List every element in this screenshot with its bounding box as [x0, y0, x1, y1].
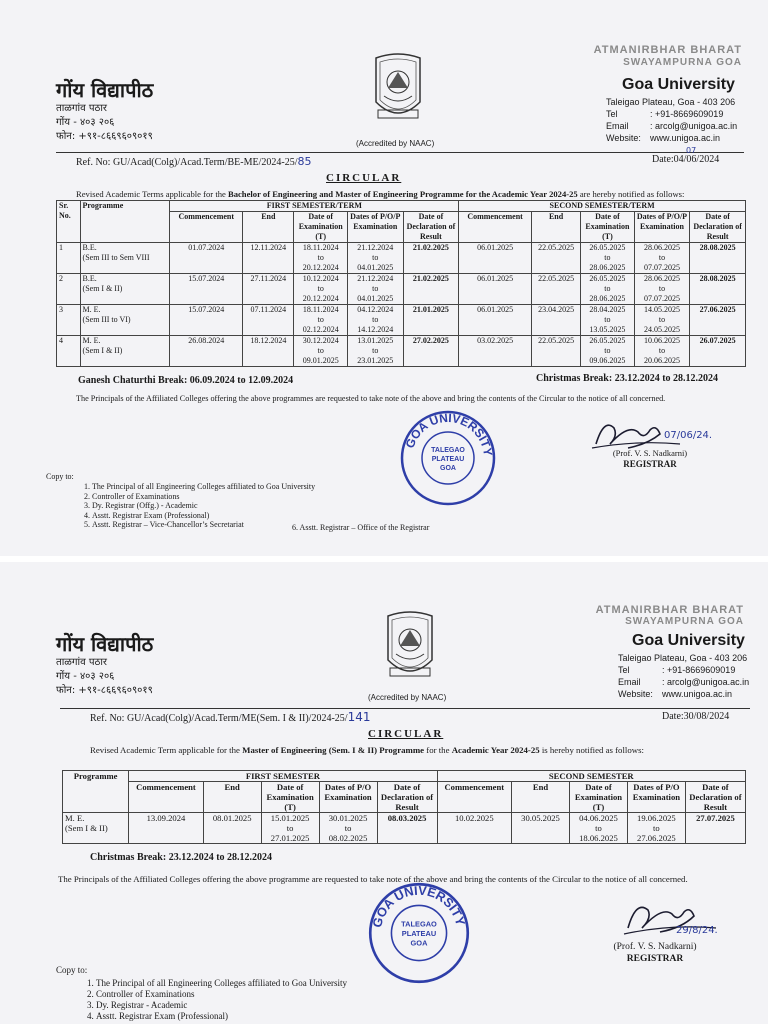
- cell-declaration: 27.02.2025: [403, 336, 459, 367]
- email-value: : arcolg@unigoa.ac.in: [662, 677, 750, 687]
- circular-date: Date:30/08/2024: [662, 711, 730, 722]
- header-commencement-2: Commencement: [437, 782, 512, 813]
- cell-exam-2: 26.05.2025 to 28.06.2025: [581, 243, 634, 274]
- hindi-address-line2: गोंय - ४०३ २०६: [56, 671, 115, 682]
- tagline-atmanirbhar: ATMANIRBHAR BHARAT: [593, 44, 742, 56]
- cell-declaration: 21.02.2025: [403, 274, 459, 305]
- cell-exam-2: 26.05.2025 to 28.06.2025: [581, 274, 634, 305]
- website-label: Website:: [606, 133, 641, 143]
- table-row: [57, 305, 746, 336]
- cell-end: 18.12.2024: [243, 336, 294, 367]
- cell-exam: 15.01.2025 to 27.01.2025: [261, 813, 319, 844]
- hindi-phone: फोन: +९१-८६६९६०९०१९: [56, 685, 153, 696]
- cell-commencement-2: 03.02.2025: [459, 336, 532, 367]
- cell-sr-no: 4: [57, 336, 81, 367]
- copy-item-6: 6. Asstt. Registrar – Office of the Registrar: [292, 523, 430, 532]
- university-emblem-icon: [382, 610, 438, 686]
- header-commencement-2: Commencement: [459, 212, 532, 243]
- header-first-semester: FIRST SEMESTER: [129, 771, 437, 782]
- tagline-atmanirbhar: ATMANIRBHAR BHARAT: [595, 604, 744, 616]
- cell-end: 27.11.2024: [243, 274, 294, 305]
- circular-note: The Principals of the Affiliated Colleges offering the above programme are requested to take note of the above and bring the contents of the Circular to the notice of all concerned.: [58, 874, 688, 884]
- cell-declaration-2: 28.08.2025: [690, 274, 746, 305]
- cell-programme: M. E. (Sem I & II): [63, 813, 129, 844]
- cell-pop-2: 10.06.2025 to 20.06.2025: [634, 336, 690, 367]
- circular-intro: Revised Academic Term applicable for the Master of Engineering (Sem. I & II) Programme for the Academic Year 2024-25 is hereby notified as follows:: [90, 745, 644, 755]
- cell-exam-2: 26.05.2025 to 09.06.2025: [581, 336, 634, 367]
- copy-to-item: 4. Asstt. Registrar Exam (Professional): [96, 1011, 570, 1022]
- tel-label: Tel: [606, 109, 618, 119]
- registrar-title: REGISTRAR: [623, 459, 677, 469]
- copy-to-list: [70, 978, 570, 1022]
- tel-value: : +91-8669609019: [650, 109, 724, 119]
- cell-declaration: 21.02.2025: [403, 243, 459, 274]
- cell-commencement: 15.07.2024: [170, 274, 243, 305]
- stamp-ring-text: GOA UNIVERSITY: [402, 410, 496, 457]
- university-name: Goa University: [632, 632, 745, 649]
- contact-block: [606, 96, 737, 144]
- header-end-2: End: [531, 212, 580, 243]
- hindi-university-name: गोंय विद्यापीठ: [56, 78, 154, 102]
- cell-commencement-2: 06.01.2025: [459, 243, 532, 274]
- cell-po: 30.01.2025 to 08.02.2025: [319, 813, 377, 844]
- header-sr-no: Sr. No.: [57, 201, 81, 243]
- header-pop: Dates of P/O/P Examination: [347, 212, 403, 243]
- stamp-center-line1: TALEGAO: [431, 447, 465, 454]
- tagline-swayampurna: SWAYAMPURNA GOA: [625, 616, 744, 627]
- address-line: Taleigao Plateau, Goa - 403 206: [606, 97, 736, 107]
- header-po-2: Dates of P/O Examination: [627, 782, 685, 813]
- header-exam: Date of Examination (T): [261, 782, 319, 813]
- header-exam-2: Date of Examination (T): [569, 782, 627, 813]
- registrar-title: REGISTRAR: [626, 954, 684, 964]
- website-line: [606, 132, 737, 144]
- university-name: Goa University: [622, 76, 735, 93]
- website-value: www.unigoa.ac.in: [662, 689, 733, 699]
- cell-exam: 10.12.2024 to 20.12.2024: [294, 274, 347, 305]
- tel-line: [618, 664, 749, 676]
- cell-pop: 21.12.2024 to 04.01.2025: [347, 274, 403, 305]
- tel-line: [606, 108, 737, 120]
- cell-commencement: 26.08.2024: [170, 336, 243, 367]
- header-declaration: Date of Declaration of Result: [403, 212, 459, 243]
- header-second-semester: SECOND SEMESTER: [437, 771, 745, 782]
- cell-end-2: 23.04.2025: [531, 305, 580, 336]
- circular-heading: CIRCULAR: [368, 728, 444, 740]
- handwritten-date-correction: 07: [686, 146, 697, 155]
- cell-declaration-2: 27.06.2025: [690, 305, 746, 336]
- header-second-semester: SECOND SEMESTER/TERM: [459, 201, 746, 212]
- hindi-address-line1: ताळगांव पठार: [56, 103, 108, 114]
- header-programme: Programme: [63, 771, 129, 813]
- copy-to-item: 4. Asstt. Registrar Exam (Professional): [92, 511, 566, 521]
- copy-to-item: 2. Controller of Examinations: [92, 492, 566, 502]
- cell-pop: 21.12.2024 to 04.01.2025: [347, 243, 403, 274]
- email-label: Email: [606, 121, 629, 131]
- stamp-center-line1: TALEGAO: [401, 919, 437, 929]
- table-row: [57, 274, 746, 305]
- header-pop-2: Dates of P/O/P Examination: [634, 212, 690, 243]
- table-row: [57, 336, 746, 367]
- cell-commencement: 13.09.2024: [129, 813, 204, 844]
- stamp-icon: [366, 880, 472, 986]
- header-end: End: [243, 212, 294, 243]
- christmas-break: Christmas Break: 23.12.2024 to 28.12.2024: [90, 852, 273, 863]
- cell-commencement: 01.07.2024: [170, 243, 243, 274]
- header-declaration-2: Date of Declaration of Result: [685, 782, 745, 813]
- signature-date: 29/8/24.: [676, 925, 718, 936]
- accreditation-note: (Accredited by NAAC): [356, 139, 435, 148]
- header-po: Dates of P/O Examination: [319, 782, 377, 813]
- circular-intro: Revised Academic Terms applicable for the Bachelor of Engineering and Master of Engineering Programme for the Academic Year 2024-25 are hereby notified as follows:: [76, 189, 685, 199]
- cell-pop: 04.12.2024 to 14.12.2024: [347, 305, 403, 336]
- website-label: Website:: [618, 689, 653, 699]
- cell-programme: M. E. (Sem III to VI): [80, 305, 170, 336]
- circular-date: Date:04/06/2024: [652, 154, 720, 165]
- cell-sr-no: 1: [57, 243, 81, 274]
- cell-end-2: 30.05.2025: [512, 813, 570, 844]
- handwritten-ref-number: 141: [347, 710, 371, 724]
- header-end: End: [203, 782, 261, 813]
- handwritten-ref-number: 85: [297, 155, 312, 168]
- circular-page-2: [0, 562, 768, 1024]
- cell-end: 12.11.2024: [243, 243, 294, 274]
- tel-label: Tel: [618, 665, 630, 675]
- header-programme: Programme: [80, 201, 170, 243]
- copy-to-item: 1. The Principal of all Engineering Colleges affiliated to Goa University: [96, 978, 570, 989]
- copy-to-item: 3. Dy. Registrar - Academic: [96, 1000, 570, 1011]
- cell-pop-2: 28.06.2025 to 07.07.2025: [634, 274, 690, 305]
- ganesh-chaturthi-break: Ganesh Chaturthi Break: 06.09.2024 to 12.09.2024: [78, 375, 294, 386]
- stamp-center-line3: GOA: [410, 938, 428, 948]
- cell-end-2: 22.05.2025: [531, 274, 580, 305]
- cell-sr-no: 3: [57, 305, 81, 336]
- cell-exam-2: 28.04.2025 to 13.05.2025: [581, 305, 634, 336]
- contact-block: [618, 652, 749, 700]
- header-commencement: Commencement: [170, 212, 243, 243]
- cell-programme: B.E. (Sem III to Sem VIII: [80, 243, 170, 274]
- website-value: www.unigoa.ac.in: [650, 133, 721, 143]
- cell-pop: 13.01.2025 to 23.01.2025: [347, 336, 403, 367]
- tagline-swayampurna: SWAYAMPURNA GOA: [623, 57, 742, 68]
- copy-to-item: 2. Controller of Examinations: [96, 989, 570, 1000]
- stamp-center-line2: PLATEAU: [431, 456, 465, 463]
- header-end-2: End: [512, 782, 570, 813]
- table-row: [63, 813, 746, 844]
- copy-to-label: Copy to:: [56, 965, 88, 975]
- cell-declaration-2: 26.07.2025: [690, 336, 746, 367]
- email-value: : arcolg@unigoa.ac.in: [650, 121, 738, 131]
- address-line: Taleigao Plateau, Goa - 403 206: [618, 653, 748, 663]
- email-line: [618, 676, 749, 688]
- cell-po-2: 19.06.2025 to 27.06.2025: [627, 813, 685, 844]
- website-line: [618, 688, 749, 700]
- cell-declaration-2: 27.07.2025: [685, 813, 745, 844]
- copy-to-item: 1. The Principal of all Engineering Colleges affiliated to Goa University: [92, 482, 566, 492]
- christmas-break: Christmas Break: 23.12.2024 to 28.12.2024: [536, 373, 719, 384]
- cell-exam: 18.11.2024 to 20.12.2024: [294, 243, 347, 274]
- cell-exam-2: 04.06.2025 to 18.06.2025: [569, 813, 627, 844]
- header-declaration-2: Date of Declaration of Result: [690, 212, 746, 243]
- header-exam-2: Date of Examination (T): [581, 212, 634, 243]
- cell-programme: M. E. (Sem I & II): [80, 336, 170, 367]
- registrar-name: (Prof. V. S. Nadkarni): [612, 448, 688, 458]
- cell-declaration: 21.01.2025: [403, 305, 459, 336]
- cell-end: 08.01.2025: [203, 813, 261, 844]
- cell-end-2: 22.05.2025: [531, 243, 580, 274]
- hindi-address-line2: गोंय - ४०३ २०६: [56, 117, 115, 128]
- tel-value: : +91-8669609019: [662, 665, 736, 675]
- stamp-ring-text: GOA UNIVERSITY: [369, 882, 469, 929]
- cell-end-2: 22.05.2025: [531, 336, 580, 367]
- header-exam: Date of Examination (T): [294, 212, 347, 243]
- email-line: [606, 120, 737, 132]
- cell-commencement: 15.07.2024: [170, 305, 243, 336]
- hindi-phone: फोन: +९१-८६६९६०९०१९: [56, 131, 153, 142]
- cell-programme: B.E. (Sem I & II): [80, 274, 170, 305]
- stamp-center-line3: GOA: [440, 465, 456, 472]
- circular-heading: CIRCULAR: [326, 172, 402, 184]
- university-emblem-icon: [370, 52, 426, 128]
- registrar-name: (Prof. V. S. Nadkarni): [613, 942, 697, 952]
- cell-pop-2: 28.06.2025 to 07.07.2025: [634, 243, 690, 274]
- cell-commencement-2: 10.02.2025: [437, 813, 512, 844]
- academic-term-table: [62, 770, 746, 844]
- reference-number: Ref. No: GU/Acad(Colg)/Acad.Term/ME(Sem. I & II)/2024-25/141: [90, 710, 371, 724]
- cell-commencement-2: 06.01.2025: [459, 274, 532, 305]
- academic-terms-table: [56, 200, 746, 367]
- header-commencement: Commencement: [129, 782, 204, 813]
- hindi-university-name: गोंय विद्यापीठ: [56, 632, 154, 656]
- stamp-center-line2: PLATEAU: [401, 929, 437, 939]
- reference-number: Ref. No: GU/Acad(Colg)/Acad.Term/BE-ME/2024-25/85: [76, 155, 312, 168]
- cell-end: 07.11.2024: [243, 305, 294, 336]
- cell-exam: 18.11.2024 to 02.12.2024: [294, 305, 347, 336]
- table-row: [57, 243, 746, 274]
- cell-exam: 30.12.2024 to 09.01.2025: [294, 336, 347, 367]
- accreditation-note: (Accredited by NAAC): [368, 693, 447, 702]
- signature-date: 07/06/24.: [664, 430, 713, 441]
- header-first-semester: FIRST SEMESTER/TERM: [170, 201, 459, 212]
- cell-sr-no: 2: [57, 274, 81, 305]
- email-label: Email: [618, 677, 641, 687]
- cell-declaration: 08.03.2025: [377, 813, 437, 844]
- copy-to-label: Copy to:: [46, 472, 74, 481]
- hindi-address-line1: ताळगांव पठार: [56, 657, 108, 668]
- cell-declaration-2: 28.08.2025: [690, 243, 746, 274]
- circular-note: The Principals of the Affiliated Colleges offering the above programmes are requested to take note of the above and bring the contents of the Circular to the notice of all concerned.: [76, 394, 666, 403]
- university-stamp: [366, 880, 472, 986]
- copy-to-item: 5. Asstt. Registrar – Vice-Chancellor’s Secretariat: [92, 520, 566, 530]
- header-declaration: Date of Declaration of Result: [377, 782, 437, 813]
- cell-commencement-2: 06.01.2025: [459, 305, 532, 336]
- copy-to-item: 3. Dy. Registrar (Offg.) - Academic: [92, 501, 566, 511]
- cell-pop-2: 14.05.2025 to 24.05.2025: [634, 305, 690, 336]
